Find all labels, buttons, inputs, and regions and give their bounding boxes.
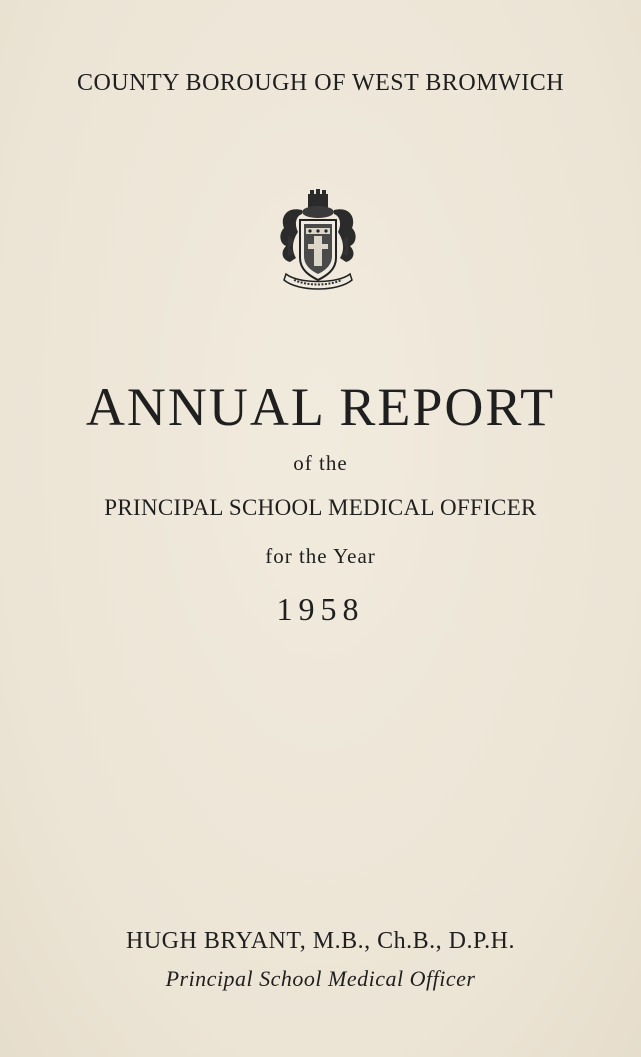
author-name: HUGH BRYANT, M.B., Ch.B., D.P.H. — [126, 928, 515, 954]
borough-header: COUNTY BOROUGH OF WEST BROMWICH — [76, 70, 565, 96]
officer-title: PRINCIPAL SCHOOL MEDICAL OFFICER — [104, 495, 537, 520]
author-role: Principal School Medical Officer — [165, 966, 476, 991]
report-title: ANNUAL REPORT — [85, 377, 556, 437]
for-the-year-text: for the Year — [265, 544, 376, 568]
report-year: 1958 — [276, 591, 365, 627]
coat-of-arms-icon — [268, 188, 368, 296]
of-the-text: of the — [293, 451, 348, 475]
